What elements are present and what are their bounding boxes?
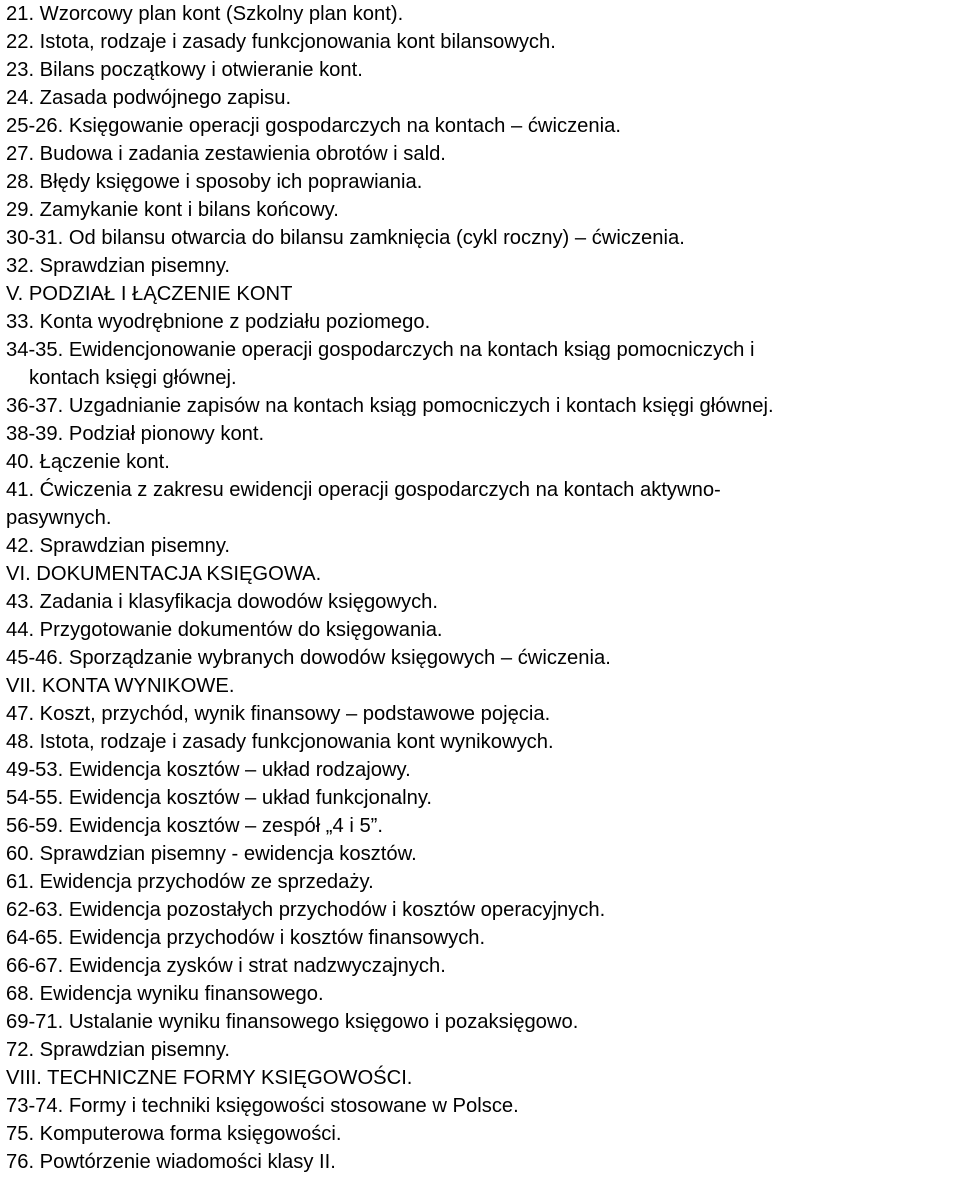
topic-line-69-71: 69-71. Ustalanie wyniku finansowego księgowo i pozaksięgowo. (6, 1011, 579, 1033)
topic-line-22: 22. Istota, rodzaje i zasady funkcjonowania kont bilansowych. (6, 31, 556, 53)
section-heading-vii: VII. KONTA WYNIKOWE. (6, 675, 235, 697)
topic-line-62-63: 62-63. Ewidencja pozostałych przychodów i kosztów operacyjnych. (6, 899, 606, 921)
topic-line-48: 48. Istota, rodzaje i zasady funkcjonowania kont wynikowych. (6, 731, 554, 753)
topic-line-24: 24. Zasada podwójnego zapisu. (6, 87, 292, 109)
topic-line-25-26: 25-26. Księgowanie operacji gospodarczych na kontach – ćwiczenia. (6, 115, 621, 137)
topic-line-32: 32. Sprawdzian pisemny. (6, 255, 231, 277)
topic-line-60: 60. Sprawdzian pisemny - ewidencja kosztów. (6, 843, 417, 865)
topic-line-30-31: 30-31. Od bilansu otwarcia do bilansu zamknięcia (cykl roczny) – ćwiczenia. (6, 227, 685, 249)
topic-line-41: 41. Ćwiczenia z zakresu ewidencji operacji gospodarczych na kontach aktywno- (6, 479, 721, 501)
topic-line-49-53: 49-53. Ewidencja kosztów – układ rodzajowy. (6, 759, 411, 781)
section-heading-viii: VIII. TECHNICZNE FORMY KSIĘGOWOŚCI. (6, 1067, 413, 1089)
topic-line-61: 61. Ewidencja przychodów ze sprzedaży. (6, 871, 374, 893)
topic-line-28: 28. Błędy księgowe i sposoby ich poprawiania. (6, 171, 423, 193)
topic-line-72: 72. Sprawdzian pisemny. (6, 1039, 231, 1061)
topic-line-29: 29. Zamykanie kont i bilans końcowy. (6, 199, 339, 221)
topic-line-66-67: 66-67. Ewidencja zysków i strat nadzwyczajnych. (6, 955, 446, 977)
section-heading-vi: VI. DOKUMENTACJA KSIĘGOWA. (6, 563, 322, 585)
topic-line-34-35: 34-35. Ewidencjonowanie operacji gospodarczych na kontach ksiąg pomocniczych i (6, 339, 755, 361)
topic-line-38-39: 38-39. Podział pionowy kont. (6, 423, 265, 445)
section-heading-v: V. PODZIAŁ I ŁĄCZENIE KONT (6, 283, 293, 305)
topic-line-21: 21. Wzorcowy plan kont (Szkolny plan kont). (6, 3, 404, 25)
topic-line-41-continued: pasywnych. (6, 507, 112, 529)
topic-line-44: 44. Przygotowanie dokumentów do księgowania. (6, 619, 443, 641)
topic-line-56-59: 56-59. Ewidencja kosztów – zespół „4 i 5”. (6, 815, 384, 837)
topic-line-33: 33. Konta wyodrębnione z podziału poziomego. (6, 311, 431, 333)
topic-line-40: 40. Łączenie kont. (6, 451, 170, 473)
topic-line-54-55: 54-55. Ewidencja kosztów – układ funkcjonalny. (6, 787, 433, 809)
topic-line-73-74: 73-74. Formy i techniki księgowości stosowane w Polsce. (6, 1095, 519, 1117)
topic-line-68: 68. Ewidencja wyniku finansowego. (6, 983, 324, 1005)
topic-line-76: 76. Powtórzenie wiadomości klasy II. (6, 1151, 336, 1173)
topic-line-23: 23. Bilans początkowy i otwieranie kont. (6, 59, 363, 81)
topic-line-45-46: 45-46. Sporządzanie wybranych dowodów księgowych – ćwiczenia. (6, 647, 611, 669)
topic-line-75: 75. Komputerowa forma księgowości. (6, 1123, 342, 1145)
topic-line-43: 43. Zadania i klasyfikacja dowodów księgowych. (6, 591, 439, 613)
topic-line-47: 47. Koszt, przychód, wynik finansowy – podstawowe pojęcia. (6, 703, 551, 725)
topic-line-42: 42. Sprawdzian pisemny. (6, 535, 231, 557)
topic-line-36-37: 36-37. Uzgadnianie zapisów na kontach ksiąg pomocniczych i kontach księgi głównej. (6, 395, 774, 417)
topic-line-34-35-continued: kontach księgi głównej. (29, 367, 237, 389)
topic-line-64-65: 64-65. Ewidencja przychodów i kosztów finansowych. (6, 927, 486, 949)
topic-line-27: 27. Budowa i zadania zestawienia obrotów i sald. (6, 143, 446, 165)
document-body (6, 0, 954, 1176)
